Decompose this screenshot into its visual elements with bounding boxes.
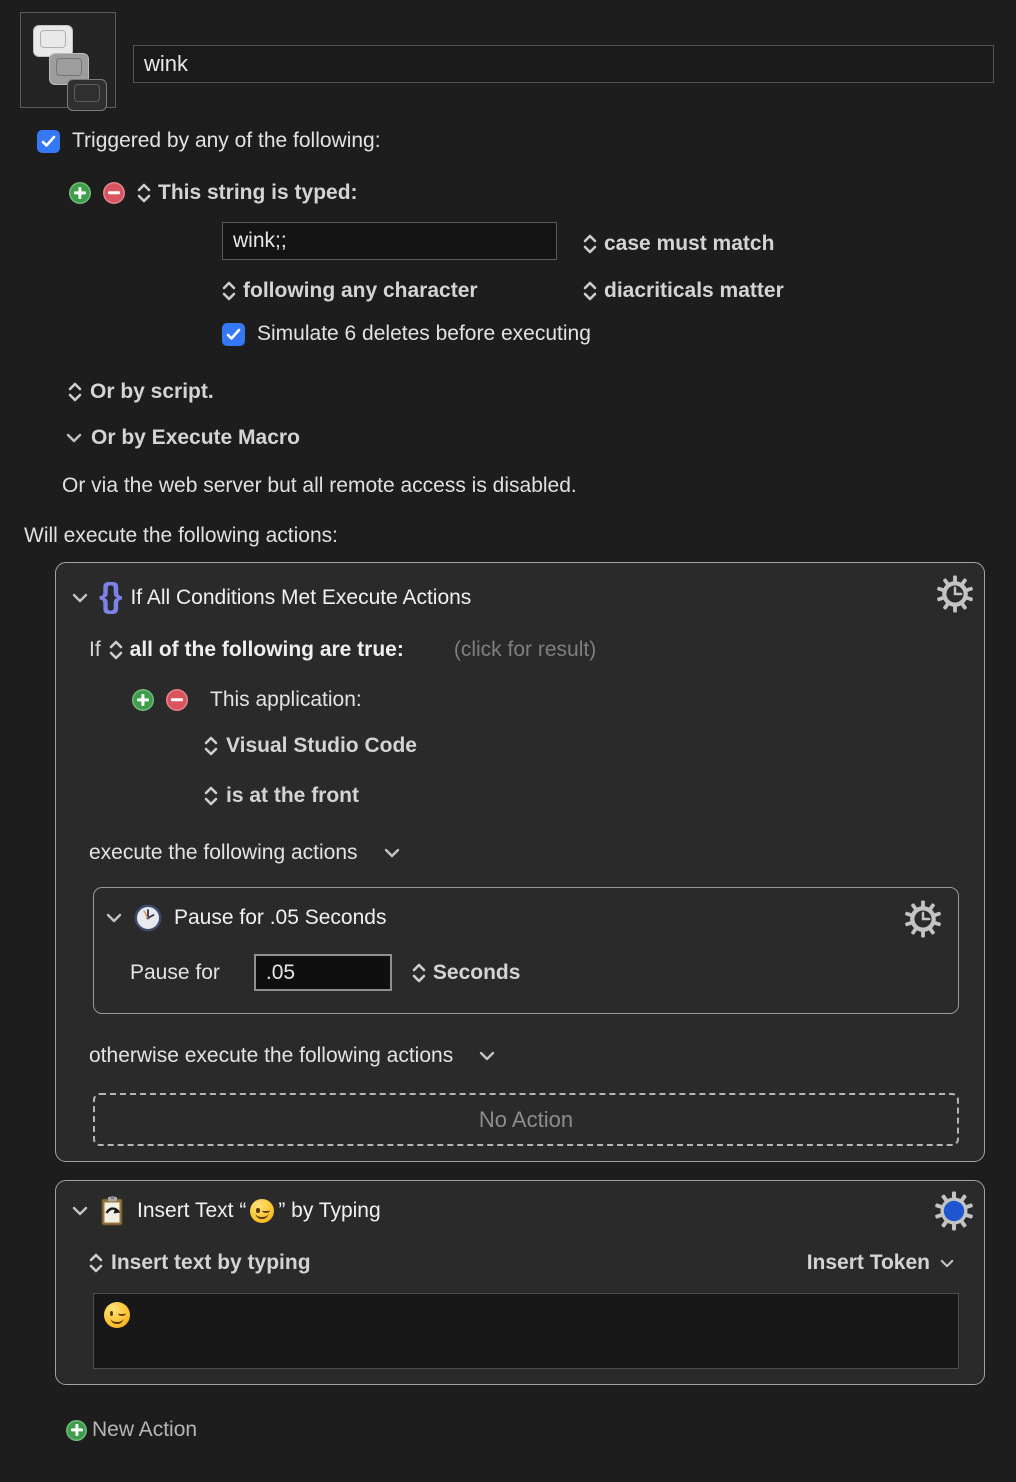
pause-action-title: Pause for .05 Seconds (174, 906, 387, 929)
insert-text-title-suffix: ” by Typing (278, 1199, 381, 1222)
wink-emoji-content (104, 1302, 130, 1328)
if-label: If (89, 638, 101, 661)
collapse-action-chevron[interactable] (106, 913, 122, 923)
condition-mode-label: all of the following are true: (129, 638, 404, 661)
action-gear-menu-button[interactable] (904, 900, 942, 938)
following-character-dropdown[interactable] (222, 279, 478, 303)
updown-chevron-icon (68, 382, 82, 402)
if-braces-icon: {} (99, 577, 120, 615)
otherwise-actions-label: otherwise execute the following actions (89, 1044, 454, 1067)
new-action-label: New Action (92, 1418, 198, 1441)
or-by-execute-macro-disclosure[interactable] (66, 426, 300, 450)
execute-collapse-chevron[interactable] (384, 848, 400, 858)
diacriticals-label: diacriticals matter (604, 279, 784, 302)
updown-chevron-icon (204, 786, 218, 806)
execute-actions-label: execute the following actions (89, 841, 358, 864)
plus-icon (66, 1420, 87, 1441)
updown-chevron-icon (412, 963, 426, 983)
action-gear-menu-button[interactable] (936, 575, 974, 613)
action-gear-menu-button-active[interactable] (934, 1191, 974, 1231)
condition-subject-label: This application: (210, 688, 362, 711)
pause-for-label: Pause for (130, 960, 220, 984)
simulate-deletes-checkbox[interactable] (222, 323, 245, 346)
trigger-type-dropdown[interactable] (137, 181, 358, 205)
macro-icon[interactable] (20, 12, 116, 108)
condition-mode-dropdown[interactable] (109, 638, 404, 662)
otherwise-collapse-chevron[interactable] (479, 1051, 495, 1061)
click-for-result-hint[interactable]: (click for result) (453, 638, 597, 661)
checkmark-icon (226, 328, 241, 341)
application-state-dropdown[interactable] (204, 784, 359, 808)
add-trigger-button[interactable] (69, 182, 91, 204)
collapse-action-chevron[interactable] (72, 593, 88, 603)
trigger-type-label: This string is typed: (158, 181, 358, 204)
pause-clock-icon (134, 904, 162, 932)
pause-unit-dropdown[interactable] (412, 961, 521, 985)
trigger-string-input[interactable] (222, 222, 557, 260)
following-character-label: following any character (243, 279, 478, 302)
pause-action-box (93, 887, 959, 1014)
triggered-checkbox[interactable] (37, 130, 60, 153)
if-action-title: If All Conditions Met Execute Actions (130, 586, 472, 609)
updown-chevron-icon (109, 640, 123, 660)
actions-header: Will execute the following actions: (24, 524, 338, 547)
insert-text-title-prefix: Insert Text “ (137, 1199, 247, 1222)
case-match-dropdown[interactable] (583, 232, 774, 256)
no-action-dropzone[interactable] (93, 1093, 959, 1146)
application-dropdown[interactable] (204, 734, 417, 758)
updown-chevron-icon (222, 281, 236, 301)
updown-chevron-icon (583, 281, 597, 301)
web-server-note: Or via the web server but all remote access is disabled. (62, 474, 577, 497)
or-by-execute-macro-label: Or by Execute Macro (91, 426, 300, 449)
updown-chevron-icon (583, 234, 597, 254)
updown-chevron-icon (204, 736, 218, 756)
chevron-down-icon (66, 433, 82, 443)
collapse-action-chevron[interactable] (72, 1206, 88, 1216)
updown-chevron-icon (137, 183, 151, 203)
insert-text-action-box (55, 1180, 985, 1385)
remove-condition-button[interactable] (166, 689, 188, 711)
insert-token-menu[interactable] (807, 1251, 954, 1275)
keycap-icon (67, 79, 107, 111)
pause-unit-label: Seconds (432, 960, 521, 984)
diacriticals-dropdown[interactable] (583, 279, 784, 303)
chevron-down-icon (940, 1259, 954, 1268)
application-state-label: is at the front (226, 784, 360, 807)
checkmark-icon (41, 135, 56, 148)
updown-chevron-icon (89, 1253, 103, 1273)
insert-text-editor[interactable] (93, 1293, 959, 1369)
add-condition-button[interactable] (132, 689, 154, 711)
no-action-label: No Action (478, 1106, 574, 1132)
insert-mode-label: Insert text by typing (111, 1251, 311, 1274)
clipboard-icon (99, 1195, 126, 1227)
new-action-button[interactable] (66, 1418, 197, 1442)
application-name-label: Visual Studio Code (226, 734, 417, 757)
or-by-script-dropdown[interactable] (68, 380, 214, 404)
or-by-script-label: Or by script. (90, 380, 214, 403)
remove-trigger-button[interactable] (103, 182, 125, 204)
wink-emoji-icon (250, 1199, 274, 1223)
case-match-label: case must match (604, 232, 775, 255)
if-action-box (55, 562, 985, 1162)
insert-mode-dropdown[interactable] (89, 1251, 311, 1275)
pause-duration-input[interactable] (254, 954, 392, 991)
simulate-deletes-label: Simulate 6 deletes before executing (257, 322, 591, 345)
insert-token-label: Insert Token (806, 1251, 930, 1274)
macro-name-input[interactable] (133, 45, 994, 83)
triggered-by-label: Triggered by any of the following: (72, 129, 381, 152)
